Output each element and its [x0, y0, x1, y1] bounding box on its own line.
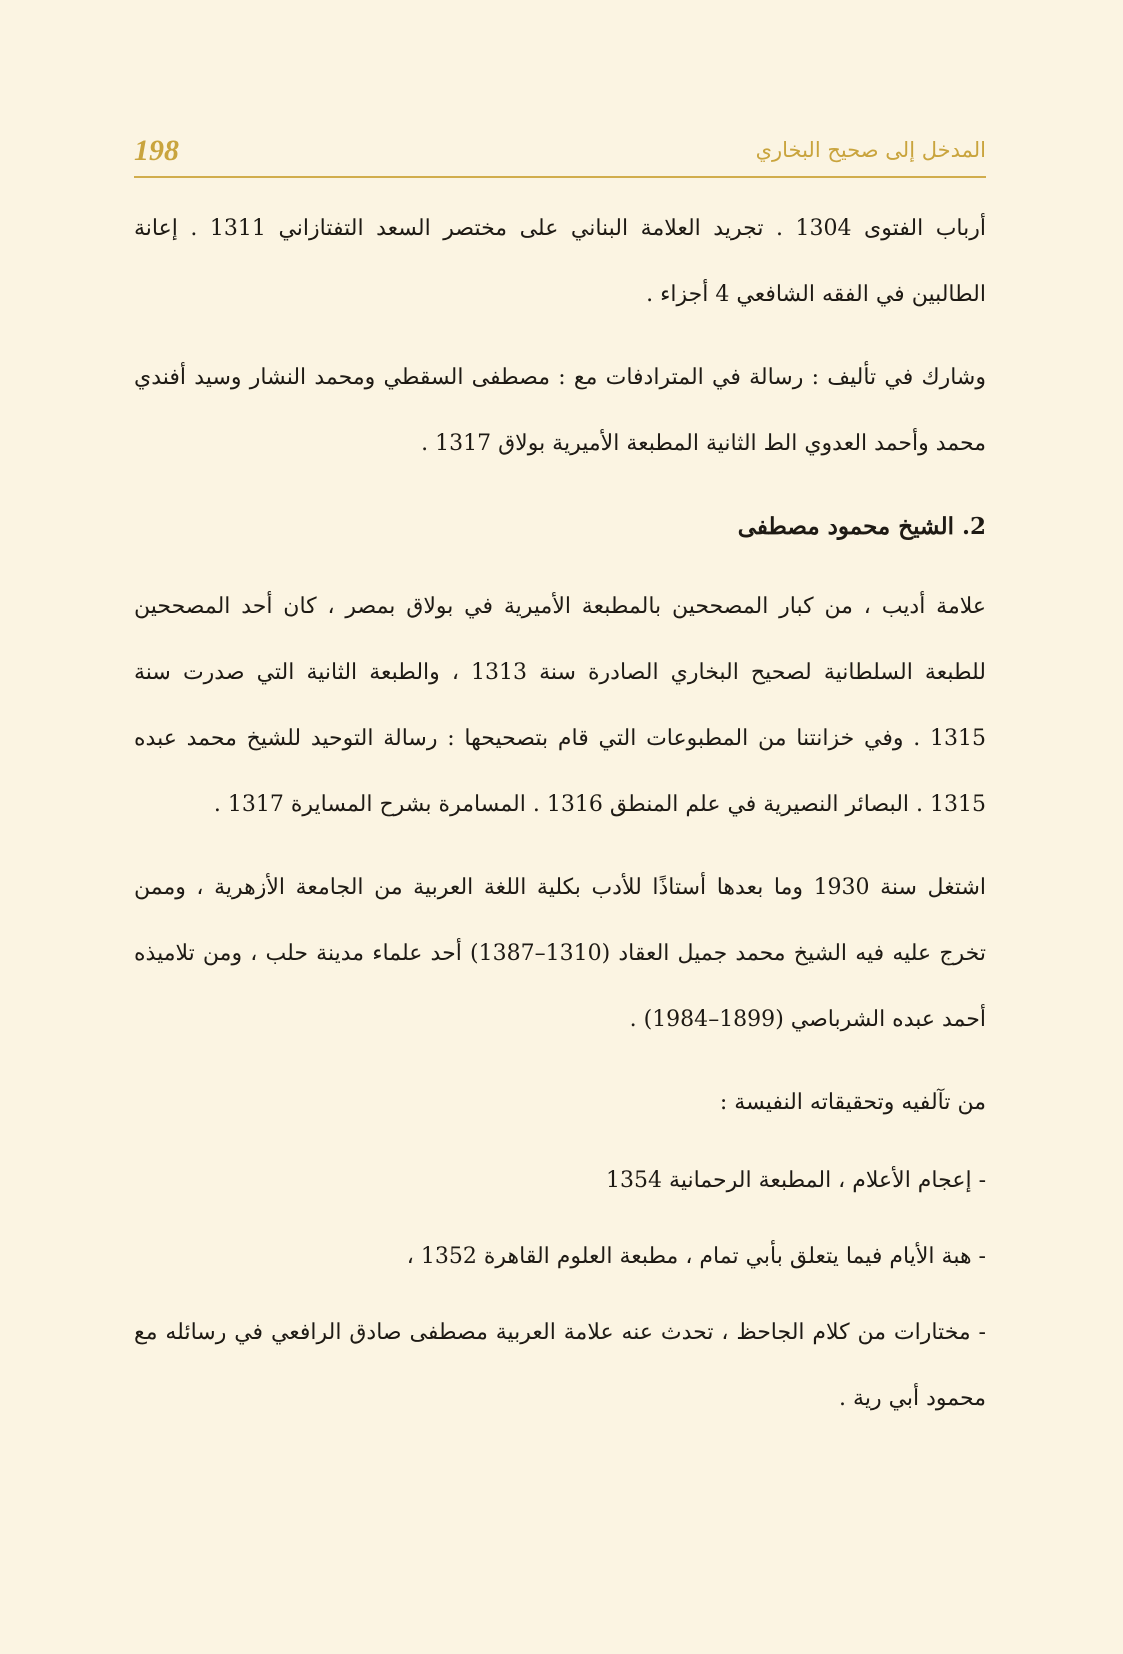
paragraph-1: أرباب الفتوى 1304 . تجريد العلامة البناني على مختصر السعد التفتازاني 1311 . إعانة الطالبين في الفقه الشافعي 4 أجزاء . — [134, 216, 986, 307]
paragraph-2: وشارك في تأليف : رسالة في المترادفات مع : مصطفى السقطي ومحمد النشار وسيد أفندي محمد وأحمد العدوي الط الثانية المطبعة الأميرية بولاق 1317 . — [134, 365, 986, 456]
section-heading: 2. الشيخ محمود مصطفى — [737, 513, 986, 540]
list-item: - إعجام الأعلام ، المطبعة الرحمانية 1354 — [606, 1168, 986, 1193]
list-item: - مختارات من كلام الجاحظ ، تحدث عنه علامة العربية مصطفى صادق الرافعي في رسائله مع محمود أبي رية . — [134, 1320, 986, 1411]
running-title: المدخل إلى صحيح البخاري — [755, 138, 986, 162]
works-list-label: من تآلفيه وتحقيقاته النفيسة : — [719, 1090, 986, 1115]
page-header — [134, 128, 986, 178]
page-number: 198 — [134, 134, 179, 167]
header-rule — [134, 176, 986, 178]
paragraph-3: علامة أديب ، من كبار المصححين بالمطبعة الأميرية في بولاق بمصر ، كان أحد المصححين للطبعة السلطانية لصحيح البخاري الصادرة سنة 1313 ، والطبعة الثانية التي صدرت سنة 1315 . وفي خزانتنا من المطبوعات التي قام بتصحيحها : رسالة التوحيد للشيخ محمد عبده 1315 . البصائر النصيرية في علم المنطق 1316 . المسامرة بشرح المسايرة 1317 . — [134, 594, 986, 817]
page-body — [134, 196, 986, 1442]
paragraph-4: اشتغل سنة 1930 وما بعدها أستاذًا للأدب بكلية اللغة العربية من الجامعة الأزهرية ، وممن تخرج عليه فيه الشيخ محمد جميل العقاد (1310–1387) أحد علماء مدينة حلب ، ومن تلاميذه أحمد عبده الشرباصي (1899–1984) . — [134, 875, 987, 1032]
list-item: - هبة الأيام فيما يتعلق بأبي تمام ، مطبعة العلوم القاهرة 1352 ، — [406, 1244, 986, 1269]
